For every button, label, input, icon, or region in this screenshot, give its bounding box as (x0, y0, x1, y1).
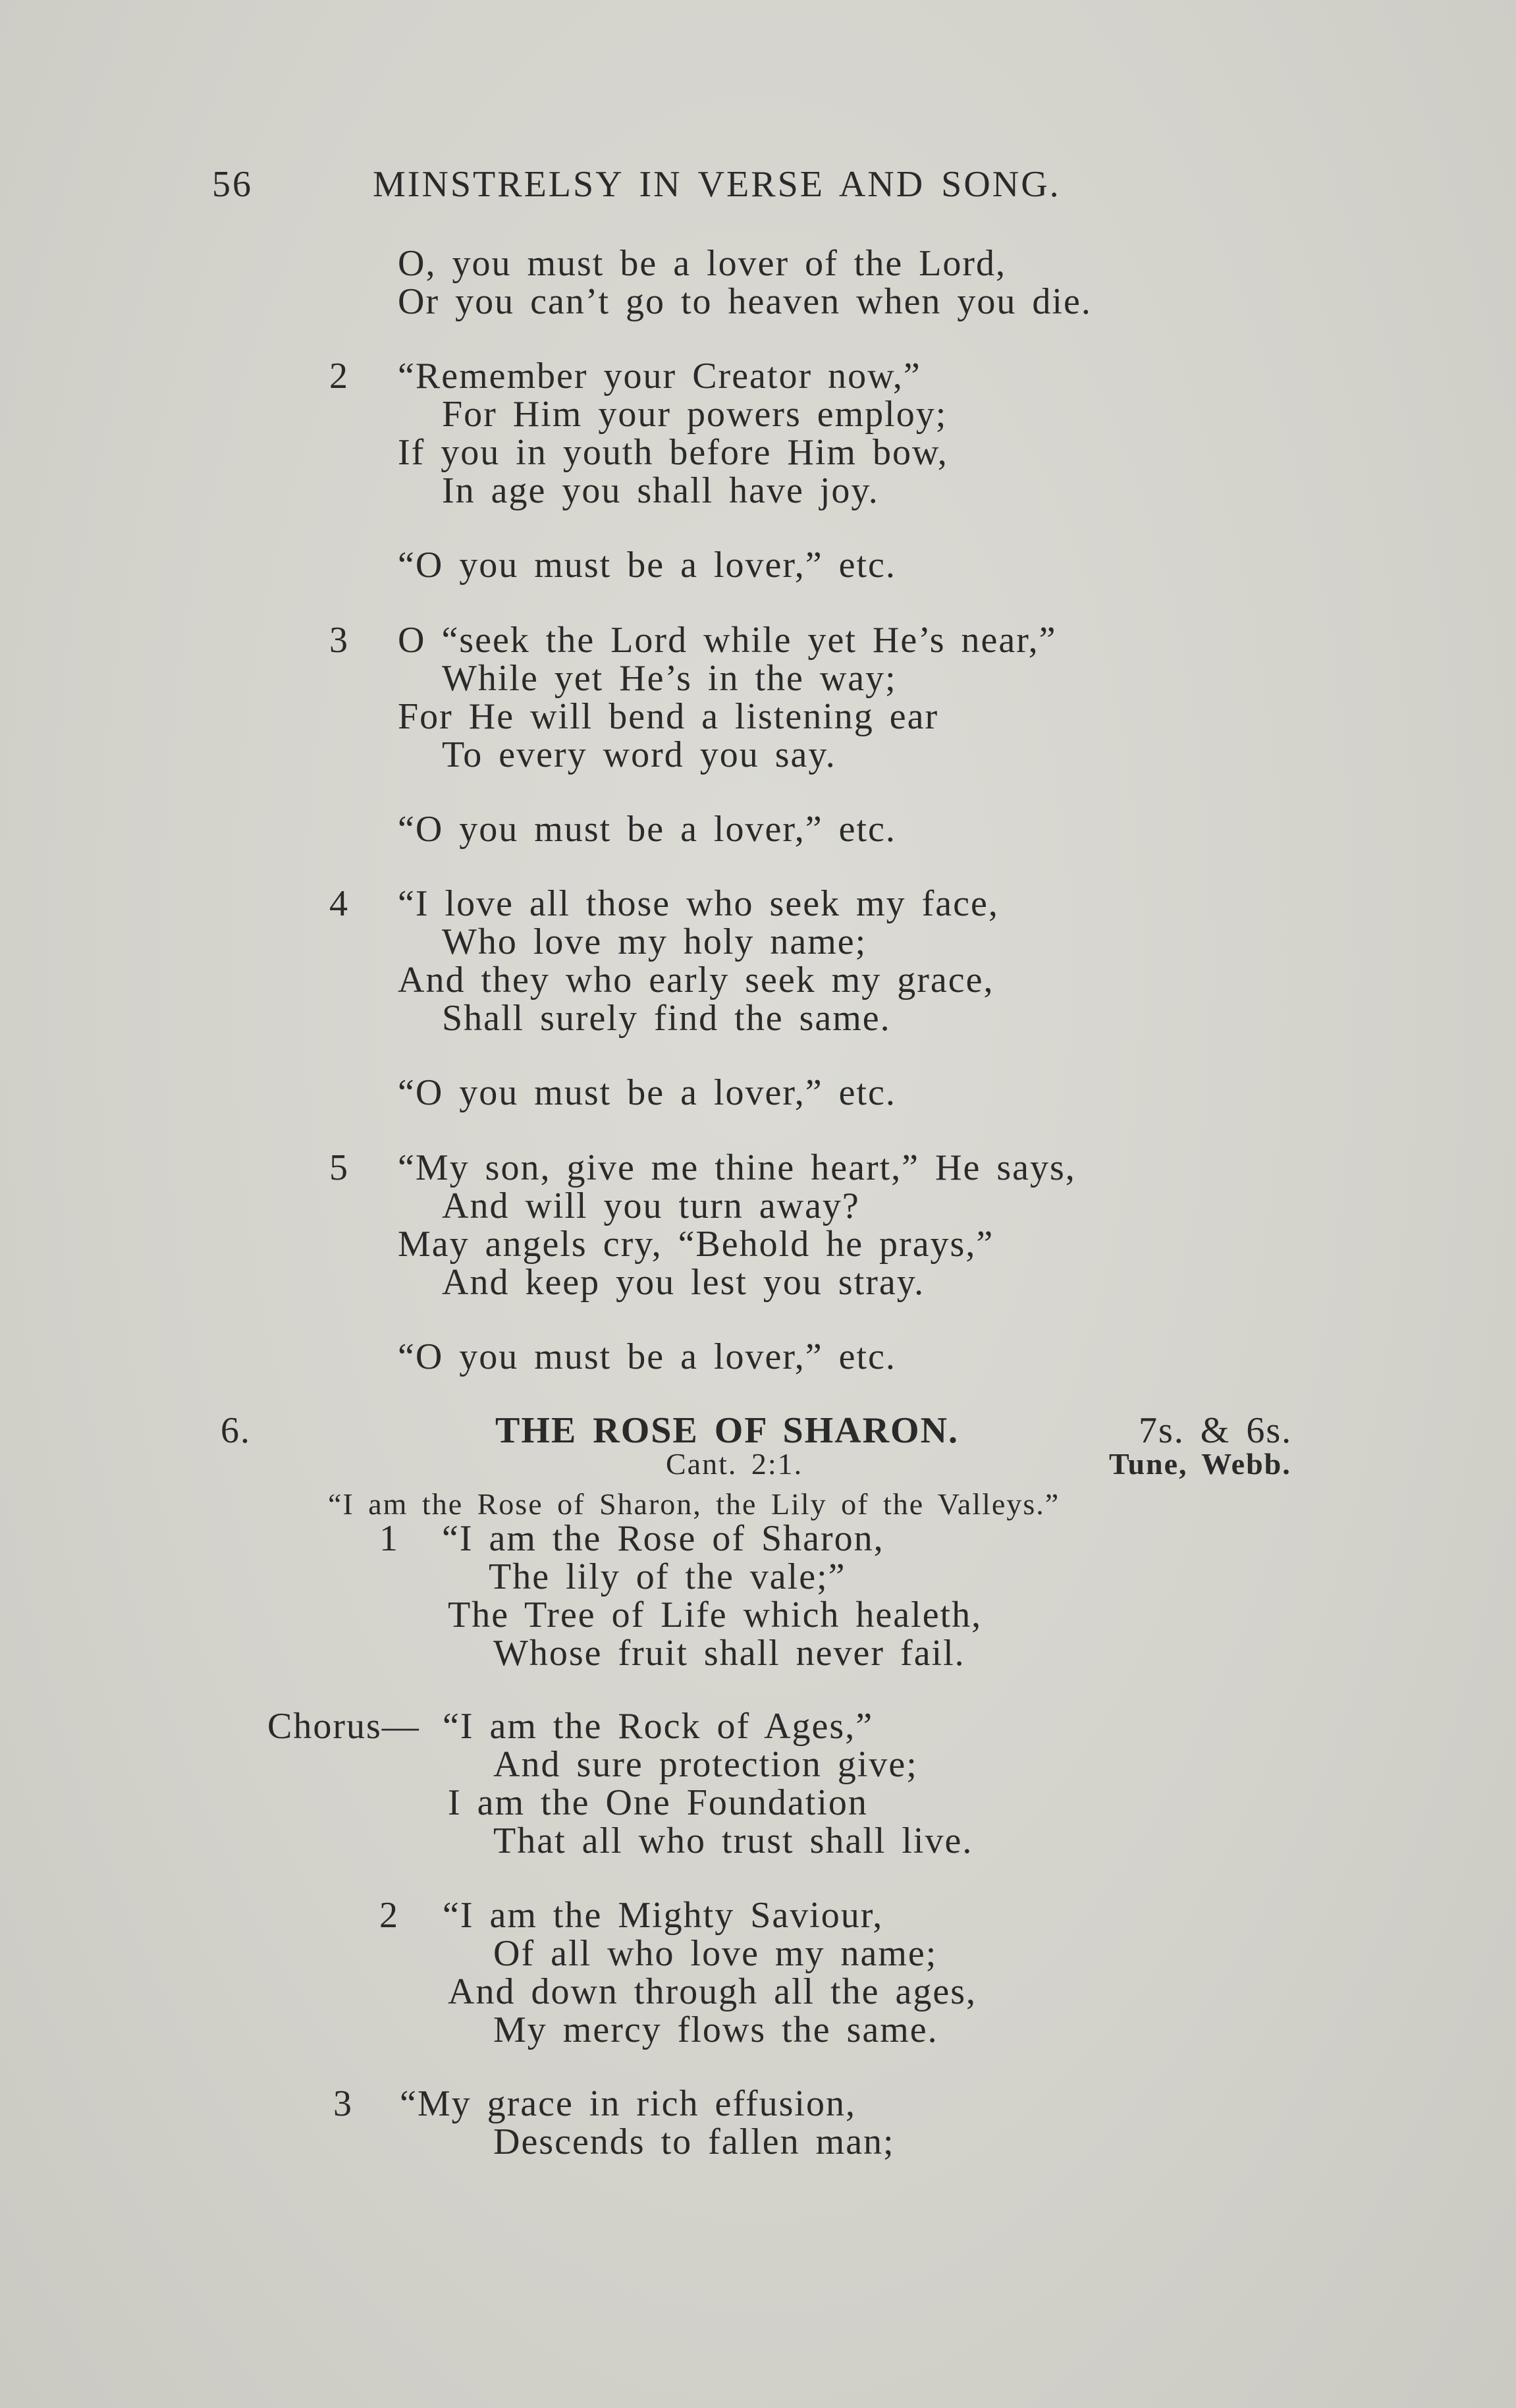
stanza-number: 1 (379, 1518, 399, 1559)
verse-line: Who love my holy name; (442, 921, 867, 962)
verse-line: Or you can’t go to heaven when you die. (398, 281, 1092, 322)
page-number: 56 (212, 164, 253, 205)
verse-line: O, you must be a lover of the Lord, (398, 243, 1007, 284)
verse-line: “I am the Mighty Saviour, (443, 1895, 884, 1936)
verse-line: If you in youth before Him bow, (398, 432, 948, 473)
scripture-reference: Cant. 2:1. (666, 1447, 803, 1481)
verse-line: “My son, give me thine heart,” He says, (398, 1147, 1076, 1188)
refrain-line: “O you must be a lover,” etc. (398, 545, 896, 586)
verse-line: O “seek the Lord while yet He’s near,” (398, 620, 1057, 661)
verse-line: And they who early seek my grace, (398, 960, 994, 1000)
verse-line: To every word you say. (442, 734, 836, 775)
verse-line: “I am the Rose of Sharon, (442, 1518, 884, 1559)
tune-name: Tune, Webb. (1109, 1447, 1291, 1481)
stanza-number: 4 (329, 883, 349, 924)
verse-line: For He will bend a listening ear (398, 696, 939, 737)
refrain-line: “O you must be a lover,” etc. (398, 1072, 896, 1113)
verse-line: May angels cry, “Behold he prays,” (398, 1224, 994, 1265)
verse-line: “I love all those who seek my face, (398, 883, 999, 924)
chorus-line: And sure protection give; (493, 1744, 918, 1785)
stanza-number: 2 (329, 356, 349, 397)
verse-line: While yet He’s in the way; (442, 658, 897, 699)
stanza-number: 2 (379, 1895, 399, 1936)
verse-line: Descends to fallen man; (493, 2121, 895, 2162)
verse-line: My mercy flows the same. (493, 2010, 938, 2050)
verse-line: Of all who love my name; (493, 1933, 938, 1974)
stanza-number: 3 (333, 2083, 353, 2124)
verse-line: For Him your powers employ; (442, 394, 948, 435)
verse-line: In age you shall have joy. (442, 470, 879, 511)
running-title: MINSTRELSY IN VERSE AND SONG. (373, 164, 1061, 205)
hymn-number: 6. (221, 1410, 251, 1451)
chorus-line: I am the One Foundation (448, 1782, 868, 1823)
stanza-number: 3 (329, 620, 349, 661)
verse-line: The lily of the vale;” (489, 1556, 846, 1597)
chorus-line: “I am the Rock of Ages,” (443, 1706, 874, 1747)
hymn-title: THE ROSE OF SHARON. (495, 1410, 960, 1451)
verse-line: And keep you lest you stray. (442, 1262, 925, 1303)
verse-line: “My grace in rich effusion, (400, 2083, 856, 2124)
verse-line: “Remember your Creator now,” (398, 356, 921, 397)
verse-line: Whose fruit shall never fail. (493, 1633, 965, 1674)
verse-line: And down through all the ages, (448, 1971, 977, 2012)
chorus-line: That all who trust shall live. (493, 1820, 973, 1861)
hymn-meter: 7s. & 6s. (1139, 1410, 1293, 1451)
epigraph: “I am the Rose of Sharon, the Lily of the Valleys.” (328, 1487, 1060, 1521)
stanza-number: 5 (329, 1147, 349, 1188)
verse-line: And will you turn away? (442, 1186, 860, 1226)
refrain-line: “O you must be a lover,” etc. (398, 1336, 896, 1377)
chorus-label: Chorus— (267, 1706, 420, 1747)
verse-line: Shall surely find the same. (442, 998, 891, 1039)
verse-line: The Tree of Life which healeth, (448, 1595, 983, 1635)
refrain-line: “O you must be a lover,” etc. (398, 809, 896, 850)
